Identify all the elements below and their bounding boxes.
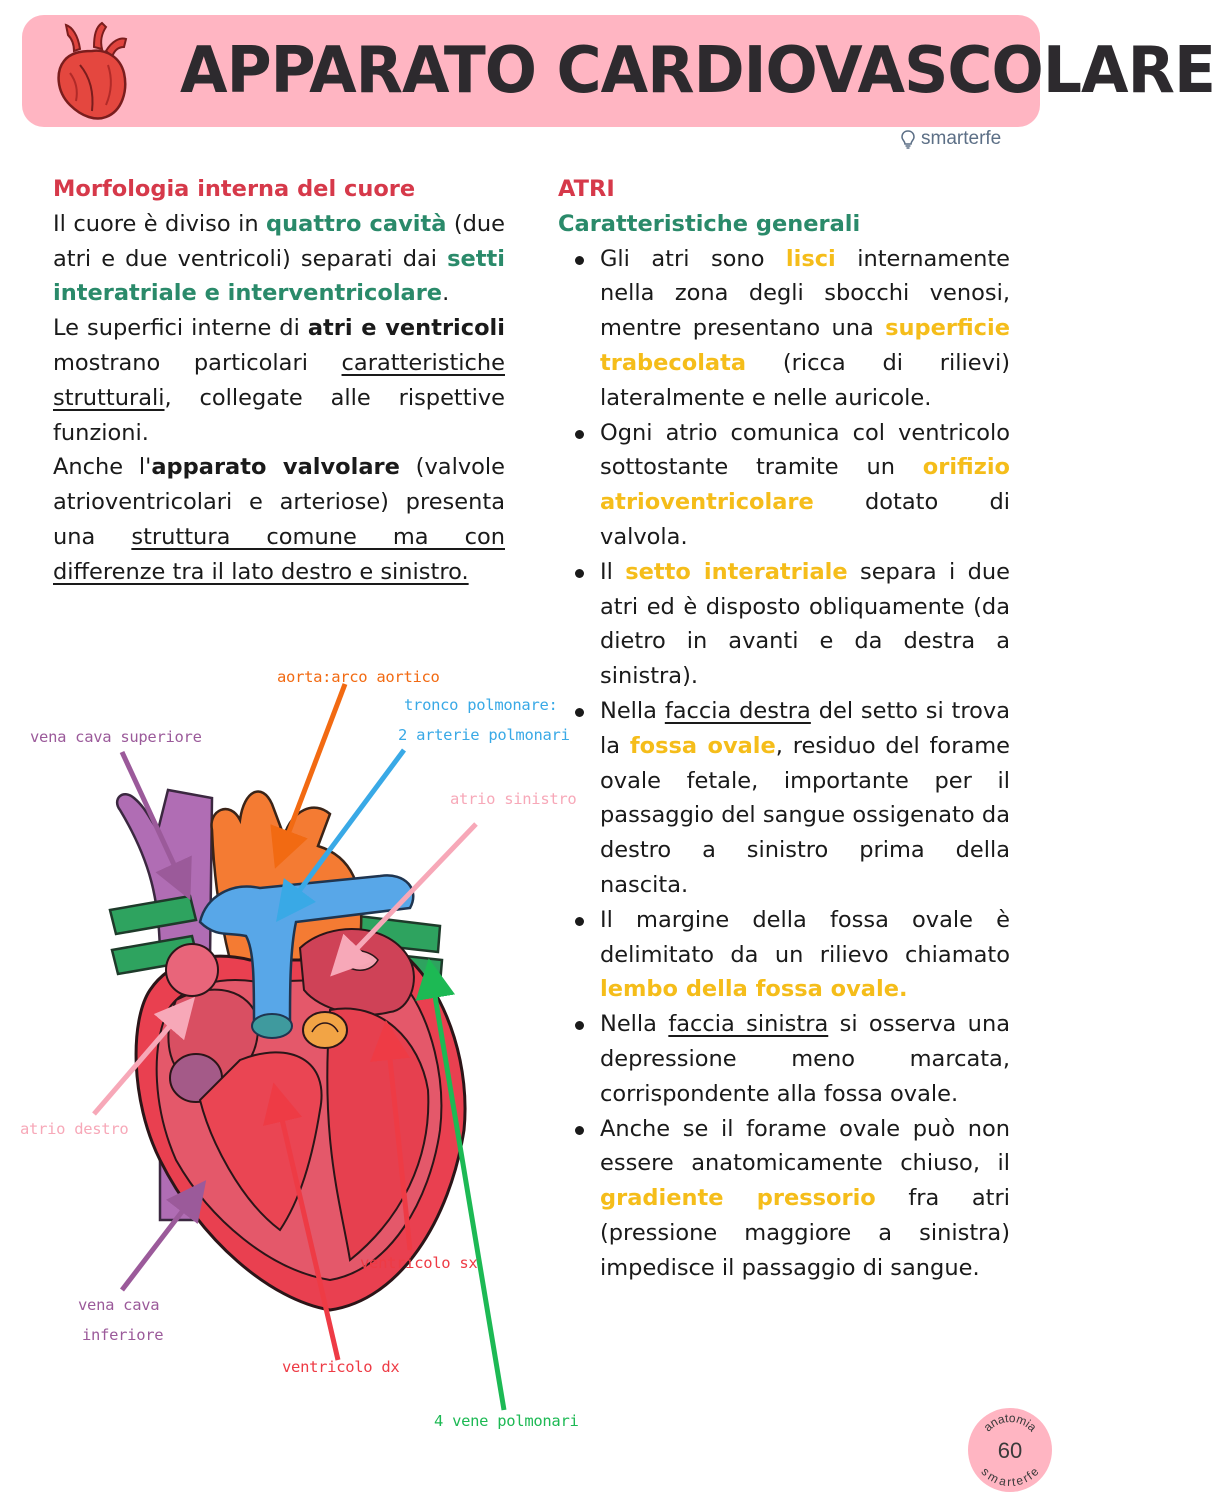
brand-name: smarterfe xyxy=(921,128,1002,149)
subheading-caratteristiche: Caratteristiche generali xyxy=(558,210,861,237)
list-item xyxy=(558,1007,1010,1111)
highlight-yellow: setto interatriale xyxy=(625,558,848,585)
list-item xyxy=(558,903,1010,1007)
text: dotato di valvola. xyxy=(600,489,1010,550)
arrow-vena-cava-inferiore xyxy=(122,1196,194,1290)
lightbulb-icon xyxy=(900,129,916,149)
right-column xyxy=(558,172,1010,1286)
text: Il margine della fossa ovale è delimitato da un rilievo chiamato xyxy=(600,906,1010,968)
text: mostrano particolari xyxy=(53,349,342,376)
highlight-yellow: gradiente pressorio xyxy=(600,1185,876,1212)
page-number-badge xyxy=(968,1408,1052,1492)
underlined-text: caratteristiche strutturali xyxy=(53,349,505,411)
text: fra atri (pressione maggiore a sinistra) impedisce il passaggio di sangue. xyxy=(600,1185,1010,1281)
label-ventricolo-sx: ventricolo sx xyxy=(360,1254,478,1272)
text: (due atri e due ventricoli) separati dai xyxy=(53,210,505,272)
heart-icon xyxy=(50,21,132,123)
highlight-yellow: fossa ovale xyxy=(629,732,776,759)
highlight-yellow: superficie trabecolata xyxy=(600,315,1010,376)
underlined-text: faccia sinistra xyxy=(668,1011,829,1038)
text: . xyxy=(442,280,450,307)
section-heading-atri: ATRI xyxy=(558,176,615,202)
badge-ring-text xyxy=(968,1408,1052,1492)
list-item xyxy=(558,694,1010,903)
paragraph-superfici xyxy=(53,311,505,450)
title-banner xyxy=(22,15,1215,127)
label-atrio-sinistro: atrio sinistro xyxy=(450,790,577,808)
bullet-list xyxy=(558,242,1010,1286)
label-tronco-polmonare: tronco polmonare: xyxy=(404,696,558,714)
list-item xyxy=(558,555,1010,694)
label-inferiore: inferiore xyxy=(82,1326,164,1344)
text: Il xyxy=(600,558,626,585)
list-item xyxy=(558,416,1010,555)
left-column xyxy=(53,172,505,590)
text: internamente nella zona degli sbocchi venosi, mentre presentano una xyxy=(600,245,1010,342)
page-title: APPARATO CARDIOVASCOLARE xyxy=(180,34,1215,108)
list-item xyxy=(558,242,1010,416)
label-vena-cava-superiore: vena cava superiore xyxy=(30,728,202,746)
text: si osserva una depressione meno marcata, corrispondente alla fossa ovale. xyxy=(600,1011,1010,1107)
list-item xyxy=(558,1112,1010,1286)
text: Nella xyxy=(600,1011,669,1038)
text: Nella xyxy=(600,697,665,724)
label-arterie-polmonari: 2 arterie polmonari xyxy=(398,726,570,744)
svg-text:anatomia xyxy=(981,1411,1040,1435)
text: (valvole atrioventricolari e arteriose) presenta una xyxy=(53,454,505,550)
underlined-text: struttura comune ma con differenze tra il lato destro e sinistro. xyxy=(53,523,505,585)
label-vena-cava: vena cava xyxy=(78,1296,160,1314)
bold-text: atri e ventricoli xyxy=(307,315,505,342)
brand-logo xyxy=(900,126,1001,152)
badge-top-text: anatomia xyxy=(980,1410,1040,1435)
svg-text:smarterfe xyxy=(978,1464,1041,1489)
text: Le superfici interne di xyxy=(53,315,308,342)
paragraph-valvolare xyxy=(53,450,505,589)
heart-diagram xyxy=(0,660,600,1440)
text: , collegate alle rispettive funzioni. xyxy=(53,384,505,446)
heart-illustration xyxy=(0,660,600,1440)
page-number: 60 xyxy=(997,1438,1023,1463)
text: (ricca di rilievi) lateralmente e nelle auricole. xyxy=(600,349,1010,411)
text: separa i due atri ed è disposto obliquamente (da dietro in avanti e da destra a sinistra). xyxy=(600,558,1010,690)
bold-text: apparato valvolare xyxy=(151,454,400,481)
badge-bottom-text: smarterfe xyxy=(978,1464,1042,1490)
text: del setto si trova la xyxy=(600,697,1010,759)
highlight-green: setti interatriale e interventricolare xyxy=(53,245,505,307)
text: , residuo del forame ovale fetale, importante per il passaggio del sangue ossigenato da destro a sinistro prima della nascita. xyxy=(600,732,1010,898)
label-vene-polmonari: 4 vene polmonari xyxy=(434,1412,579,1430)
label-ventricolo-dx: ventricolo dx xyxy=(282,1358,400,1376)
text: Gli atri sono xyxy=(600,245,786,272)
paragraph-cavita xyxy=(53,207,505,311)
label-aorta: aorta:arco aortico xyxy=(277,668,440,686)
text: Il cuore è diviso in xyxy=(53,210,267,237)
label-atrio-destro: atrio destro xyxy=(20,1120,129,1138)
text: Anche l' xyxy=(53,454,152,481)
section-heading-morfologia: Morfologia interna del cuore xyxy=(53,176,416,202)
highlight-yellow: orifizio atrioventricolare xyxy=(600,454,1010,516)
highlight-yellow: lembo della fossa ovale. xyxy=(600,976,908,1003)
text: Ogni atrio comunica col ventricolo sottostante tramite un xyxy=(600,419,1010,481)
text: Anche se il forame ovale può non essere anatomicamente chiuso, il xyxy=(600,1115,1010,1177)
highlight-yellow: lisci xyxy=(785,245,836,272)
underlined-text: faccia destra xyxy=(664,697,811,724)
highlight-green: quattro cavità xyxy=(266,210,447,237)
